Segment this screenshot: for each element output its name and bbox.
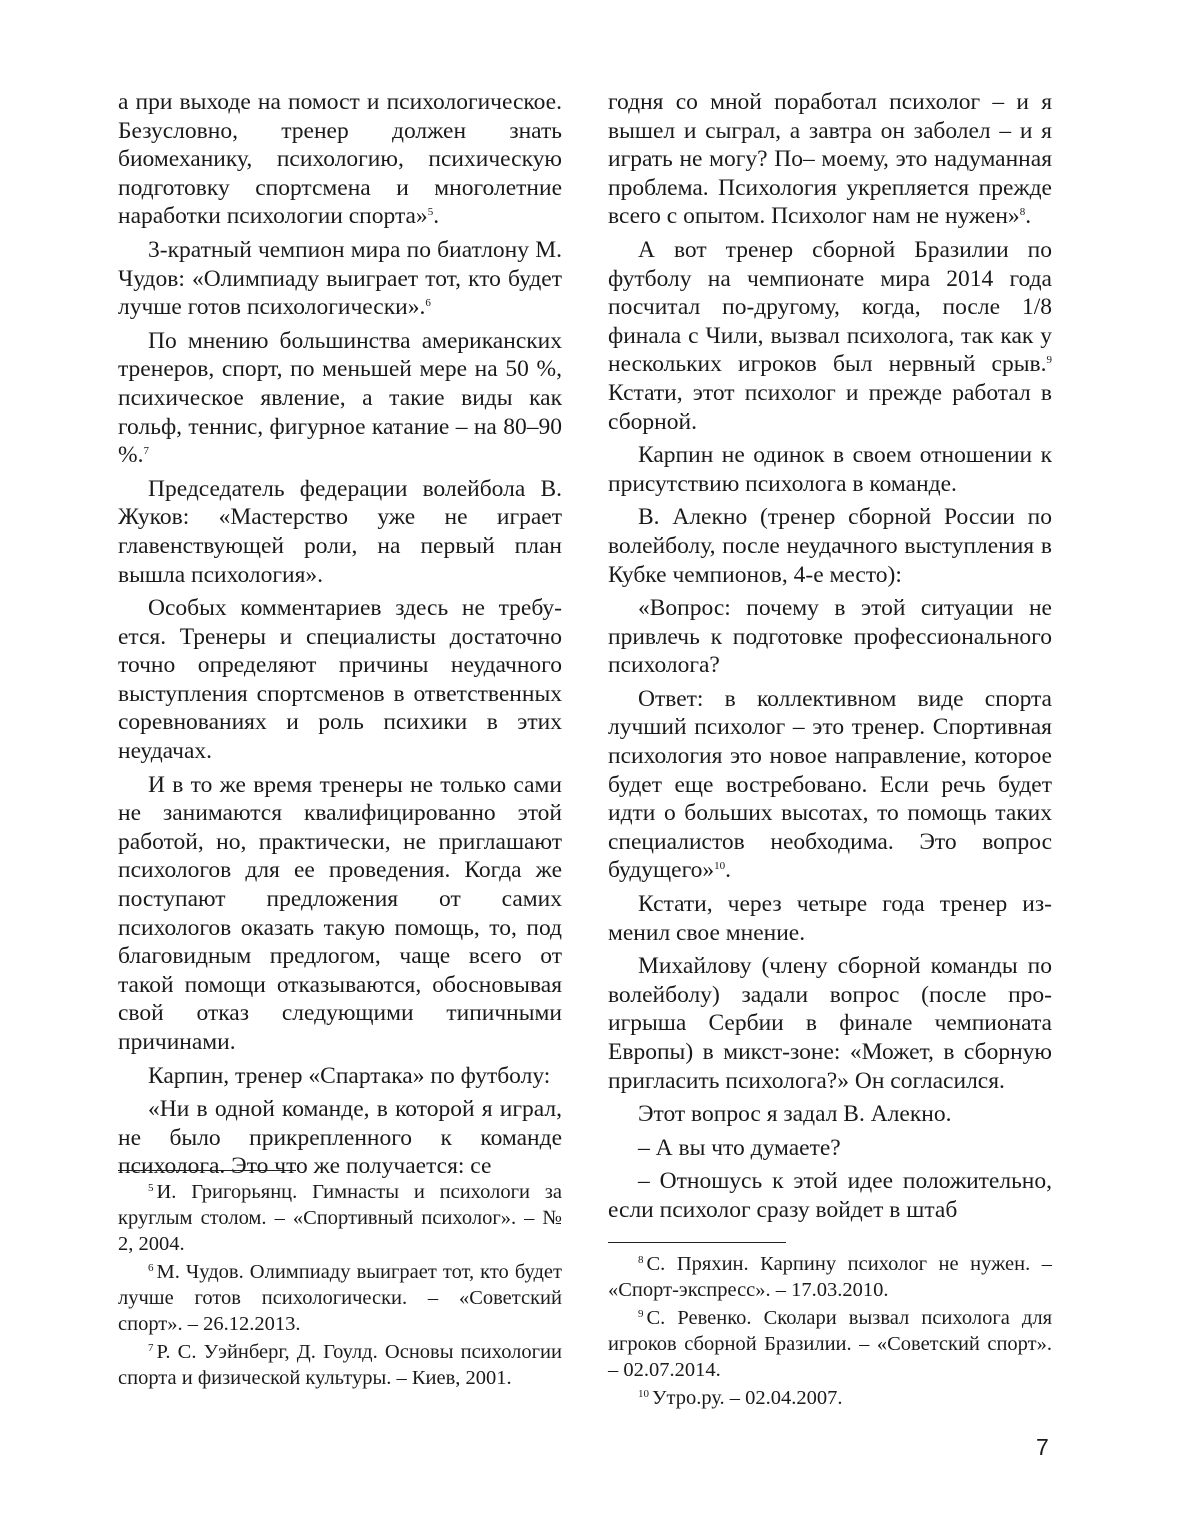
footnote: $^5$ И. Григорьянц. Гимнасты и психологи за круглым столом. – «Спортивный психолог». – № 2, 2004. [118, 1181, 562, 1255]
paragraph: Особых комментариев здесь не требуется. Тренеры и специалисты достаточно точно определяют причины неудачного выступления спортсменов в ответственных соревнованиях и роль психики в этих неудачах. [118, 595, 562, 765]
footnote-ref: 7 [143, 445, 149, 458]
footnotes-right [608, 1242, 1052, 1413]
right-column [608, 88, 1052, 1230]
paragraph: Михайлову (члену сборной команды по волейболу) задали вопрос (после проигрыша Сербии в финале чемпионата Европы) в микст-зоне: «Может, в сборную пригласить психолога?» Он согласился. [608, 953, 1052, 1094]
paragraph: И в то же время тренеры не только сами не занимаются квалифицированно этой работой, но, практически, не приглашают психологов для ее проведения. Когда же поступают предложения от самих психологов оказать такую помощь, то, под благовидным предлогом, чаще всего от такой помощи отказываются, обосновывая свой отказ следующими типичными причинами. [118, 771, 562, 1055]
footnote-ref: 10 [714, 860, 726, 873]
footnote: $^8$ С. Пряхин. Карпину психолог не нужен. – «Спорт-экспресс». – 17.03.2010. [608, 1253, 1052, 1301]
paragraph: Председатель федерации волейбола В. Жуков: «Мастерство уже не играет главенствующей роли, на первый план вышла психология». [118, 475, 562, 588]
footnote-divider [608, 1242, 786, 1243]
paragraph: а при выходе на помост и психологическое. Безусловно, тренер должен знать биомеханику, психологию, психическую подготовку спортсмена и многолетние наработки психологии спорта»$^5$. [118, 89, 562, 230]
footnote-ref: 5 [427, 206, 434, 219]
footnote: $^9$ С. Ревенко. Сколари вызвал психолога для игроков сборной Бразилии. – «Советский спорт». – 02.07.2014. [608, 1307, 1052, 1381]
paragraph: В. Алекно (тренер сборной России по волейболу, после неудачного выступления в Кубке чемпионов, 4-е место): [608, 504, 1052, 588]
paragraph: 3-кратный чемпион мира по биатлону М. Чудов: «Олимпиаду выиграет тот, кто будет лучше готов психологически».$^6$ [118, 236, 562, 321]
paragraph: Карпин, тренер «Спартака» по футболу: [148, 1062, 551, 1089]
paragraph: Кстати, через четыре года тренер изменил свое мнение. [608, 891, 1052, 946]
paragraph: «Ни в одной команде, в которой я играл, не было прикрепленного к команде психолога. Это что же получается: се [118, 1096, 562, 1180]
page-number: 7 [1036, 1434, 1049, 1460]
footnote: $^{10}$ Утро.ру. – 02.04.2007. [638, 1387, 843, 1409]
paragraph: Карпин не одинок в своем отношении к присутствию психолога в команде. [608, 442, 1052, 497]
left-column [118, 88, 562, 1186]
footnote: $^6$ М. Чудов. Олимпиаду выиграет тот, кто будет лучше готов психологически. – «Советский спорт». – 26.12.2013. [118, 1261, 562, 1335]
footnote-ref: 8 [1019, 206, 1026, 219]
footnote-divider [118, 1170, 296, 1171]
footnote-ref: 6 [425, 297, 431, 310]
paragraph: – А вы что думаете? [638, 1134, 841, 1161]
paragraph: «Вопрос: почему в этой ситуации не привлечь к подготовке профессионального психолога? [608, 595, 1052, 679]
footnote-ref: 9 [1046, 354, 1052, 367]
paragraph: Этот вопрос я задал В. Алекно. [638, 1101, 952, 1128]
footnote: $^7$ Р. С. Уэйнберг, Д. Гоулд. Основы психологии спорта и физической культуры. – Киев, 2001. [118, 1341, 562, 1389]
paragraph: Ответ: в коллективном виде спорта лучший психолог – это тренер. Спортивная психология это новое направление, которое будет еще востребовано. Если речь будет идти о больших высотах, то помощь таких специалистов необходима. Это вопрос будущего»$^{10}$. [608, 685, 1052, 884]
paragraph: По мнению большинства американских тренеров, спорт, по меньшей мере на 50 %, психическое явление, а такие виды как гольф, теннис, фигурное катание – на 80–90 %.$^7$ [118, 327, 562, 469]
paragraph: – Отношусь к этой идее положительно, если психолог сразу войдет в штаб [608, 1168, 1052, 1223]
footnotes-left [118, 1170, 562, 1393]
paragraph: А вот тренер сборной Бразилии по футболу на чемпионате мира 2014 года посчитал по-другому, когда, после 1/8 финала с Чили, вызвал психолога, так как у нескольких игроков был нервный срыв.$^9$ Кстати, этот психолог и прежде работал в сборной. [608, 236, 1052, 435]
paragraph: годня со мной поработал психолог – и я вышел и сыграл, а завтра он заболел – и я играть не могу? По– моему, это надуманная проблема. Психология укрепляется прежде всего с опытом. Психолог нам не нужен»$^8$. [608, 89, 1052, 230]
